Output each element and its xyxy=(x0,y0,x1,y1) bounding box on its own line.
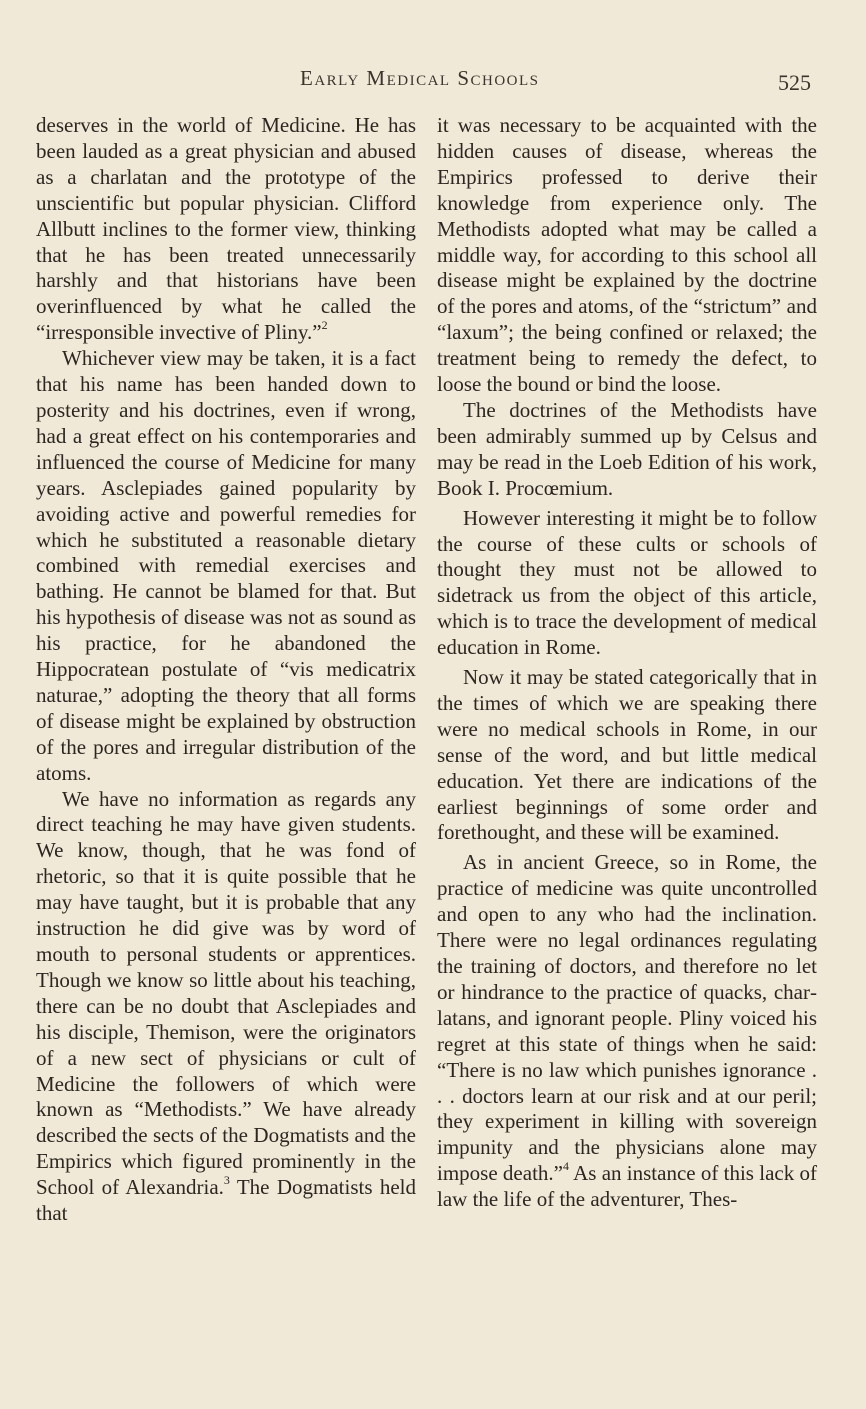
paragraph: Now it may be stated categorically that in the times of which we are speaking there were no medical schools in Rome, in our sense of the word, and but little medical education. Yet there are indications of the earliest beginnings of some order and forethought, and these will be examined. xyxy=(437,665,817,845)
right-column xyxy=(437,113,817,1213)
running-title: Early Medical Schools xyxy=(300,66,540,90)
paragraph: The doctrines of the Methodists have been admirably summed up by Celsus and may be read in the Loeb Edition of his work, Book I. Procœmium. xyxy=(437,397,817,500)
footnote-ref: 4 xyxy=(562,1159,569,1174)
paragraph: However interesting it might be to follow the course of these cults or schools of thought they must not be allowed to sidetrack us from the object of this article, which is to trace the development of medical education in Rome. xyxy=(437,505,817,660)
left-column xyxy=(36,113,416,1227)
paragraph: As in ancient Greece, so in Rome, the practice of medicine was quite uncontrolled and open to any who had the inclination. There were no legal ordinances regulating the training of doctors, and therefore no let or hindrance to the practice of quacks, charlatans, and ignorant people. Pliny voiced his regret at this state of things when he said: “There is no law which punishes ignorance . . . doctors learn at our risk and at our peril; they experiment in killing with sovereign impunity and the physicians alone may impose death.”$^4$ As an instance of this lack of law the life of the adventurer, Thes- xyxy=(437,850,817,1212)
page-number: 525 xyxy=(778,70,811,95)
paragraph: Whichever view may be taken, it is a fact that his name has been handed down to posterity and his doctrines, even if wrong, had a great effect on his contemporaries and influenced the course of Medicine for many years. Asclepiades gained popularity by avoiding active and powerful remedies for which he substituted a reasonable dietary combined with remedial exercises and bathing. He cannot be blamed for that. But his hypothesis of disease was not as sound as his practice, for he abandoned the Hippocratean postulate of “vis medicatrix naturae,” adopting the theory that all forms of disease might be explained by obstruction of the pores and irregular distribution of the atoms. xyxy=(36,346,416,785)
paragraph: We have no information as regards any direct teaching he may have given students. We know, though, that he was fond of rhetoric, so that it is quite possible that he may have taught, but it is probable that any instruction he did give was by word of mouth to personal students or apprentices. Though we know so little about his teaching, there can be no doubt that Asclepiades and his disciple, Themison, were the originators of a new sect of physicians or cult of Medicine the followers of which were known as “Methodists.” We have already described the sects of the Dogmatists and the Empirics which figured prominently in the School of Alexandria.$^3$ The Dogmatists held that xyxy=(36,786,416,1226)
footnote-ref: 3 xyxy=(223,1173,230,1188)
paragraph: it was necessary to be acquainted with the hidden causes of disease, whereas the Empirics professed to derive their knowledge from experience only. The Methodists adopted what may be called a middle way, for according to this school all disease might be explained by the doctrine of the pores and atoms, of the “strictum” and “laxum”; the being confined or relaxed; the treatment being to remedy the defect, to loose the bound or bind the loose. xyxy=(437,113,817,397)
paragraph: deserves in the world of Medicine. He has been lauded as a great physician and abused as a charlatan and the prototype of the unscientific but popular physician. Clifford Allbutt inclines to the former view, thinking that he has been treated unnecessarily harshly and that historians have been overinfluenced by what he called the “irresponsible invective of Pliny.”$^2$ xyxy=(36,113,416,345)
footnote-ref: 2 xyxy=(321,318,328,333)
